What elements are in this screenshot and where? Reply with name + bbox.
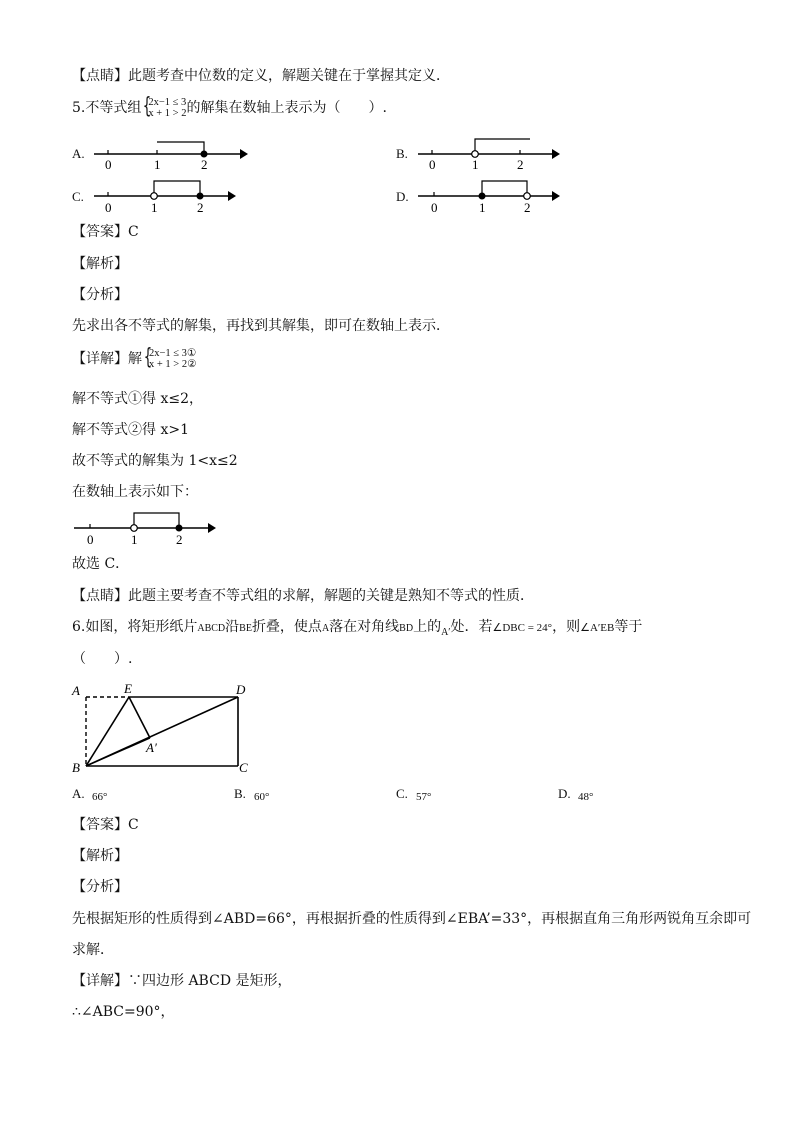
- svg-text:0: 0: [87, 532, 94, 547]
- svg-text:0: 0: [429, 157, 436, 170]
- svg-text:1: 1: [151, 200, 158, 215]
- q6-option-c-value: 57°: [416, 791, 432, 803]
- option-d-label: D.: [396, 189, 409, 204]
- fenxi-6-text-2: 求解．: [72, 942, 114, 958]
- svg-text:2: 2: [517, 157, 524, 170]
- svg-text:1: 1: [479, 200, 486, 215]
- rectangle-fold-figure: [66, 680, 266, 780]
- solution-number-line: [72, 508, 222, 548]
- answer-6: 【答案】C: [72, 817, 139, 833]
- detail-5-step2: 解不等式②得 x>1: [72, 422, 189, 438]
- q6-option-a-value: 66°: [92, 791, 108, 803]
- analysis-5: 【解析】: [72, 256, 128, 272]
- svg-text:2: 2: [197, 200, 204, 215]
- q6-option-b-value: 60°: [254, 791, 270, 803]
- detail-6-line-2: ∴∠ABC=90°，: [72, 1004, 175, 1020]
- detail-5-step3: 故不等式的解集为 1<x≤2: [72, 453, 238, 469]
- svg-text:2: 2: [176, 532, 183, 547]
- option-a-number-line: [92, 136, 252, 170]
- answer-5: 【答案】C: [72, 224, 139, 240]
- fenxi-6: 【分析】: [72, 879, 128, 895]
- point-c-label: C: [239, 760, 248, 775]
- fenxi-5: 【分析】: [72, 287, 128, 303]
- point-b-label: B: [72, 760, 80, 775]
- q6-option-d-letter: D.: [558, 786, 571, 801]
- option-c-number-line: [92, 176, 242, 216]
- detail-5-step1: 解不等式①得 x≤2，: [72, 391, 203, 407]
- option-b-number-line: [416, 136, 566, 170]
- detail-6-line-1: 【详解】∵四边形 ABCD 是矩形，: [72, 973, 292, 989]
- question-6: 6.如图，将矩形纸片ABCD沿BE折叠，使点A落在对角线BD上的$_{A'}$处．若∠DBC = 24°，则∠A′EB等于: [72, 619, 643, 638]
- q6-option-b-letter: B.: [234, 786, 246, 801]
- detail-5-step4: 在数轴上表示如下：: [72, 484, 198, 500]
- option-b-label: B.: [396, 146, 408, 161]
- q6-option-c-letter: C.: [396, 786, 408, 801]
- analysis-6: 【解析】: [72, 848, 128, 864]
- point-a-prime-label: A′: [146, 740, 157, 755]
- option-a-label: A.: [72, 146, 85, 161]
- fenxi-5-text: 先求出各不等式的解集，再找到其解集，即可在数轴上表示．: [72, 318, 450, 334]
- point-e-label: E: [124, 681, 132, 696]
- note-5: 【点睛】此题主要考查不等式组的求解，解题的关键是熟知不等式的性质．: [72, 588, 534, 604]
- svg-text:2: 2: [524, 200, 531, 215]
- question-6-paren: （ ）.: [72, 651, 133, 667]
- option-d-number-line: [416, 176, 566, 216]
- option-c-label: C.: [72, 189, 84, 204]
- svg-text:0: 0: [105, 200, 112, 215]
- inequality-system-numbered: { 2x−1 ≤ 3① x + 1 > 2②: [142, 348, 197, 370]
- q6-option-a-letter: A.: [72, 786, 85, 801]
- note-line: 【点睛】此题考查中位数的定义，解题关键在于掌握其定义．: [72, 68, 450, 84]
- inequality-system: { 2x−1 ≤ 3 x + 1 > 2: [141, 97, 186, 119]
- svg-text:2: 2: [201, 157, 208, 170]
- svg-text:1: 1: [131, 532, 138, 547]
- question-5: 5.不等式组{ 2x−1 ≤ 3 x + 1 > 2的解集在数轴上表示为（ ）.: [72, 97, 387, 119]
- svg-text:1: 1: [472, 157, 479, 170]
- point-d-label: D: [236, 682, 246, 697]
- point-a-label: A: [72, 683, 80, 698]
- svg-text:1: 1: [154, 157, 161, 170]
- svg-text:0: 0: [431, 200, 438, 215]
- detail-5-conclusion: 故选 C．: [72, 556, 130, 572]
- svg-text:0: 0: [105, 157, 112, 170]
- fenxi-6-text-1: 先根据矩形的性质得到∠ABD=66°，再根据折叠的性质得到∠EBA’=33°，再根据直角三角形两锐角互余即可: [72, 911, 752, 927]
- q6-option-d-value: 48°: [578, 791, 594, 803]
- detail-5: 【详解】解{ 2x−1 ≤ 3① x + 1 > 2②: [72, 348, 197, 370]
